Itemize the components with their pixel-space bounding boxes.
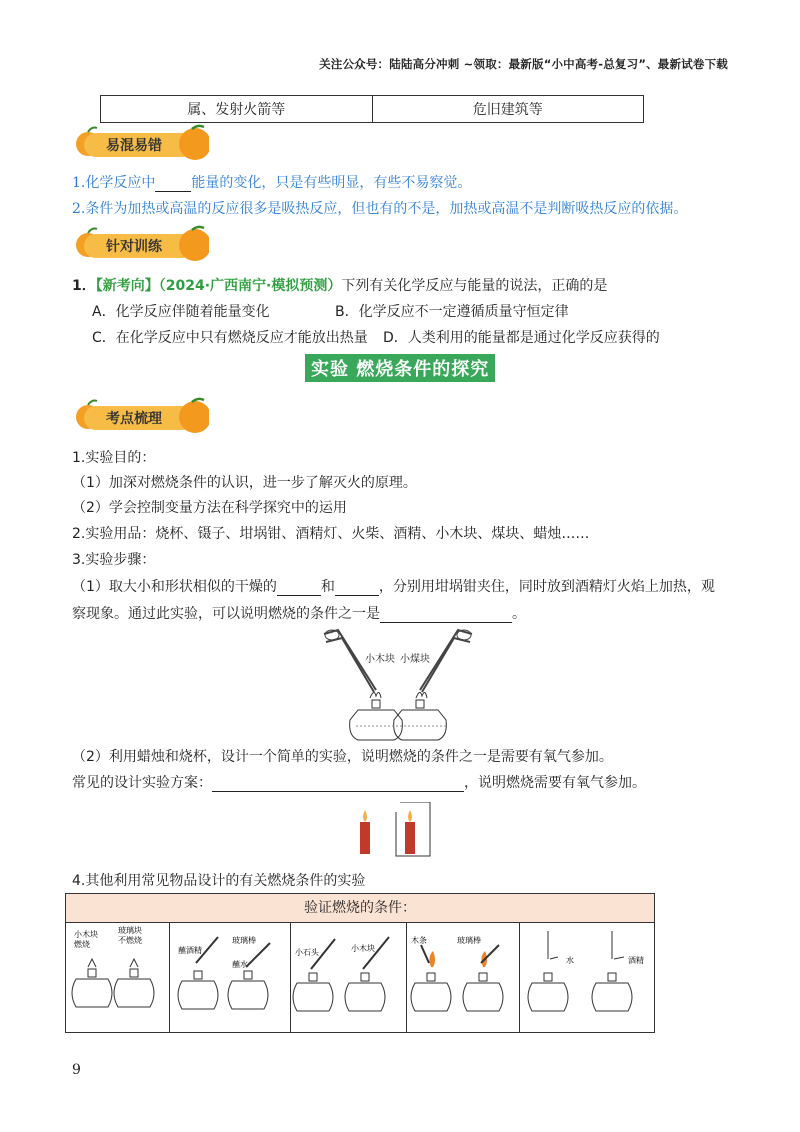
step-2: （2）利用蜡烛和烧杯，设计一个简单的实验，说明燃烧的条件之一是需要有氧气参加。 [72,749,613,765]
note-2: 2.条件为加热或高温的反应很多是吸热反应，但也有的不是，加热或高温不是判断吸热反应的依据。 [72,201,688,217]
question-stem: 1．【新考向】（2024·广西南宁·模拟预测）下列有关化学反应与能量的说法，正确的是 [72,278,608,294]
badge-review [74,397,209,441]
purpose-2: （2）学会控制变量方法在科学探究中的运用 [72,500,347,516]
top-table [100,95,644,123]
option-d[interactable]: D．人类利用的能量都是通过化学反应获得的 [383,330,660,346]
svg-text:燃烧: 燃烧 [74,940,90,949]
badge-label: 考点梳理 [106,411,162,427]
other-title: 4.其他利用常见物品设计的有关燃烧条件的实验 [72,873,366,889]
figure-tongs-lamps [318,622,478,746]
answer-blank[interactable] [212,777,464,792]
panel-5 [520,923,653,1032]
svg-text:玻璃棒: 玻璃棒 [457,936,481,945]
panel-3 [291,923,407,1032]
svg-text:小木块: 小木块 [74,930,98,939]
badge-label: 易混易错 [106,138,162,154]
note-1: 1.化学反应中 能量的变化，只是有些明显，有些不易察觉。 [72,175,472,191]
panel-2 [170,923,291,1032]
step-1-line-2: 察现象。通过此实验，可以说明燃烧的条件之一是 。 [72,606,526,622]
purpose-title: 1.实验目的： [72,450,156,466]
step-2-plan: 常见的设计实验方案： ，说明燃烧需要有氧气参加。 [72,775,646,791]
panel-4 [407,923,520,1032]
page-header: 关注公众号：陆陆高分冲刺 ~领取：最新版“小中高考-总复习”、最新试卷下载 [319,57,728,71]
section-title: 实验 燃烧条件的探究 [305,354,495,382]
svg-text:木条: 木条 [411,936,427,945]
label-wood: 小木块 [365,654,395,665]
badge-confusing [74,124,209,168]
page-number: 9 [72,1062,81,1078]
option-b[interactable]: B．化学反应不一定遵循质量守恒定律 [335,304,569,320]
svg-text:小石头: 小石头 [295,948,319,957]
badge-training [74,225,209,269]
answer-blank[interactable] [277,581,321,596]
answer-blank[interactable] [380,608,512,623]
svg-text:水: 水 [566,956,574,965]
svg-text:不燃烧: 不燃烧 [118,936,142,945]
answer-blank[interactable] [155,177,191,192]
purpose-1: （1）加深对燃烧条件的认识，进一步了解灭火的原理。 [72,475,417,491]
panel-1 [66,923,170,1032]
figure-candles [350,802,440,866]
option-c[interactable]: C．在化学反应中只有燃烧反应才能放出热量 [92,330,368,346]
svg-text:玻璃棒: 玻璃棒 [232,936,256,945]
step-1-line-1: （1）取大小和形状相似的干燥的 和 ，分别用坩埚钳夹住，同时放到酒精灯火焰上加热，观 [72,579,715,595]
label-coal: 小煤块 [400,654,430,665]
steps-title: 3.实验步骤： [72,552,156,568]
svg-text:酒精: 酒精 [628,956,644,965]
svg-text:蘸酒精: 蘸酒精 [178,946,202,955]
svg-text:小木块: 小木块 [351,944,375,953]
materials: 2.实验用品：烧杯、镊子、坩埚钳、酒精灯、火柴、酒精、小木块、煤块、蜡烛…… [72,526,590,542]
badge-label: 针对训练 [106,239,162,255]
option-a[interactable]: A．化学反应伴随着能量变化 [92,304,270,320]
verify-table-head: 验证燃烧的条件： [66,894,654,923]
svg-text:玻璃块: 玻璃块 [118,926,142,935]
table-cell: 属、发射火箭等 [101,96,373,123]
verify-table [65,893,655,1033]
answer-blank[interactable] [335,581,379,596]
table-cell: 危旧建筑等 [372,96,644,123]
svg-text:蘸水: 蘸水 [232,960,248,969]
